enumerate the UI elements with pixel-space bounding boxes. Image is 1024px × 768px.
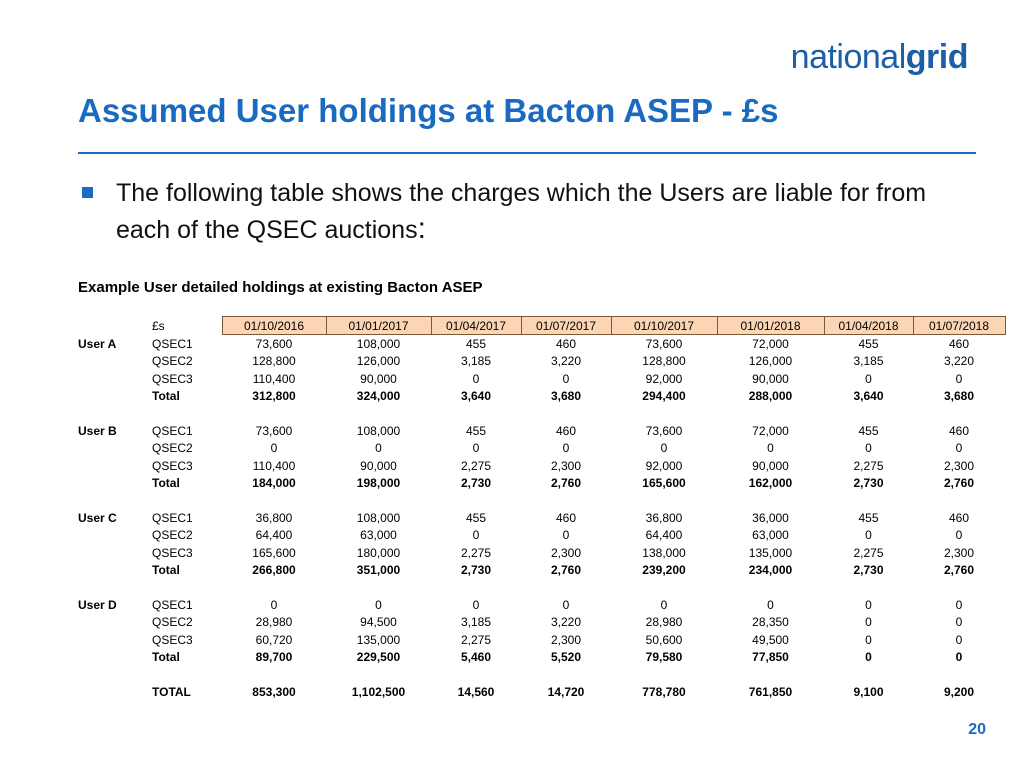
value-cell: 0 [955, 615, 963, 630]
value-cell: 0 [865, 615, 872, 630]
table-row [78, 457, 1005, 474]
user-name-cell [78, 388, 150, 405]
spacer-cell [521, 666, 611, 683]
value-cell: 108,000 [356, 510, 401, 525]
spacer-cell [913, 405, 1005, 422]
row-label-cell: QSEC2 [152, 441, 193, 456]
value-cell: 2,760 [943, 476, 975, 491]
row-label-cell: QSEC1 [152, 424, 193, 439]
value-cell: 0 [660, 597, 668, 612]
table-header-row [78, 317, 1005, 335]
user-name-cell [78, 475, 150, 492]
table-row [78, 370, 1005, 387]
spacer-cell [611, 579, 717, 596]
spacer-cell [326, 579, 431, 596]
value-cell: 64,400 [645, 528, 683, 543]
spacer-cell [222, 666, 326, 683]
grand-total-value-cell: 853,300 [252, 684, 296, 699]
row-label-cell: Total [152, 650, 180, 665]
value-cell: 455 [465, 424, 487, 439]
user-total-row [78, 648, 1005, 665]
value-cell: 64,400 [255, 528, 293, 543]
table-caption: Example User detailed holdings at existing Bacton ASEP [78, 279, 483, 296]
value-cell: 0 [865, 650, 872, 665]
user-name-cell [78, 353, 150, 370]
value-cell: 110,400 [252, 371, 296, 386]
value-cell: 294,400 [642, 389, 686, 404]
value-cell: 198,000 [356, 476, 401, 491]
spacer-row [78, 579, 1005, 596]
value-cell: 60,720 [255, 632, 293, 647]
header-date-cell: 01/01/2017 [326, 317, 431, 335]
value-cell: 0 [955, 650, 963, 665]
value-cell: 2,300 [550, 545, 582, 560]
value-cell: 0 [767, 441, 774, 456]
value-cell: 0 [270, 597, 278, 612]
slide-title: Assumed User holdings at Bacton ASEP - £s [78, 92, 779, 129]
value-cell: 63,000 [752, 528, 789, 543]
value-cell: 5,520 [550, 650, 582, 665]
value-cell: 0 [955, 528, 963, 543]
value-cell: 72,000 [752, 424, 789, 439]
spacer-cell [717, 579, 824, 596]
value-cell: 0 [562, 528, 570, 543]
row-label-cell: Total [152, 563, 180, 578]
value-cell: 460 [555, 337, 577, 352]
bullet-text [116, 176, 946, 248]
value-cell: 455 [858, 424, 879, 439]
value-cell: 3,680 [943, 389, 975, 404]
user-total-row [78, 475, 1005, 492]
header-date-cell: 01/07/2018 [913, 317, 1005, 335]
spacer-row [78, 666, 1005, 683]
spacer-cell [521, 579, 611, 596]
logo-text-grid: grid [905, 38, 968, 76]
header-empty-cell [78, 317, 150, 335]
spacer-cell [824, 666, 913, 683]
value-cell: 3,185 [460, 354, 492, 369]
user-name-cell [78, 544, 150, 561]
grand-total-empty-cell [78, 683, 150, 700]
value-cell: 3,640 [853, 389, 884, 404]
value-cell: 72,000 [752, 337, 789, 352]
header-date-cell: 01/10/2017 [611, 317, 717, 335]
value-cell: 2,730 [460, 563, 492, 578]
value-cell: 0 [472, 441, 480, 456]
row-label-cell: QSEC3 [152, 545, 193, 560]
value-cell: 0 [955, 371, 963, 386]
grand-total-value-cell: 1,102,500 [351, 684, 406, 699]
value-cell: 90,000 [752, 371, 789, 386]
value-cell: 2,760 [943, 563, 975, 578]
spacer-cell [326, 492, 431, 509]
value-cell: 73,600 [255, 337, 293, 352]
grand-total-value-cell: 14,720 [547, 684, 585, 699]
value-cell: 184,000 [252, 476, 296, 491]
value-cell: 3,220 [550, 354, 582, 369]
page-number: 20 [968, 721, 986, 738]
value-cell: 455 [465, 510, 487, 525]
table-row [78, 353, 1005, 370]
value-cell: 460 [948, 424, 970, 439]
value-cell: 90,000 [360, 371, 397, 386]
value-cell: 138,000 [642, 545, 686, 560]
spacer-cell [78, 666, 150, 683]
table-row [78, 509, 1005, 526]
table-row [78, 440, 1005, 457]
row-label-cell: QSEC1 [152, 510, 193, 525]
value-cell: 165,600 [252, 545, 296, 560]
table-row [78, 631, 1005, 648]
spacer-cell [78, 579, 150, 596]
value-cell: 288,000 [748, 389, 793, 404]
value-cell: 266,800 [252, 563, 296, 578]
grand-total-row [78, 683, 1005, 700]
spacer-cell [717, 666, 824, 683]
header-date-cell: 01/04/2017 [431, 317, 521, 335]
value-cell: 77,850 [752, 650, 789, 665]
value-cell: 2,730 [853, 476, 884, 491]
spacer-cell [913, 492, 1005, 509]
value-cell: 0 [562, 371, 570, 386]
value-cell: 2,730 [460, 476, 492, 491]
spacer-cell [611, 405, 717, 422]
value-cell: 5,460 [460, 650, 492, 665]
value-cell: 0 [865, 441, 872, 456]
table-row [78, 614, 1005, 631]
spacer-cell [824, 492, 913, 509]
value-cell: 28,350 [752, 615, 789, 630]
user-name-cell [78, 631, 150, 648]
value-cell: 2,760 [550, 476, 582, 491]
user-name-cell [78, 648, 150, 665]
value-cell: 3,185 [460, 615, 492, 630]
value-cell: 460 [948, 337, 970, 352]
row-label-cell: QSEC2 [152, 528, 193, 543]
value-cell: 73,600 [255, 424, 293, 439]
row-label-cell: Total [152, 476, 180, 491]
value-cell: 0 [955, 632, 963, 647]
value-cell: 3,680 [550, 389, 582, 404]
value-cell: 455 [858, 510, 879, 525]
row-label-cell: QSEC2 [152, 354, 193, 369]
spacer-cell [431, 405, 521, 422]
value-cell: 312,800 [252, 389, 296, 404]
value-cell: 73,600 [645, 424, 683, 439]
value-cell: 0 [472, 528, 480, 543]
value-cell: 0 [375, 441, 382, 456]
header-date-cell: 01/10/2016 [222, 317, 326, 335]
value-cell: 2,300 [943, 545, 975, 560]
spacer-row [78, 405, 1005, 422]
spacer-cell [326, 405, 431, 422]
header-date-cell: 01/07/2017 [521, 317, 611, 335]
row-label-cell: QSEC3 [152, 458, 193, 473]
user-name-cell [78, 440, 150, 457]
value-cell: 3,220 [550, 615, 582, 630]
user-name-cell [78, 561, 150, 578]
bullet-text-body: The following table shows the charges which the Users are liable for from each of the QSEC auctions [116, 179, 927, 244]
user-name-cell [78, 614, 150, 631]
value-cell: 2,300 [550, 458, 582, 473]
table-row [78, 335, 1005, 353]
value-cell: 324,000 [356, 389, 401, 404]
spacer-cell [717, 492, 824, 509]
value-cell: 0 [472, 597, 480, 612]
spacer-cell [611, 492, 717, 509]
value-cell: 73,600 [645, 337, 683, 352]
grand-total-value-cell: 9,200 [943, 684, 975, 699]
spacer-cell [521, 492, 611, 509]
value-cell: 0 [865, 632, 872, 647]
value-cell: 2,275 [853, 458, 884, 473]
value-cell: 0 [375, 597, 382, 612]
spacer-cell [78, 492, 150, 509]
value-cell: 63,000 [360, 528, 397, 543]
value-cell: 234,000 [748, 563, 793, 578]
spacer-cell [78, 405, 150, 422]
spacer-cell [431, 579, 521, 596]
spacer-cell [222, 492, 326, 509]
title-divider [78, 152, 976, 154]
value-cell: 455 [465, 337, 487, 352]
spacer-row [78, 492, 1005, 509]
value-cell: 239,200 [642, 563, 686, 578]
value-cell: 92,000 [645, 458, 683, 473]
holdings-table-body [78, 317, 1005, 701]
value-cell: 110,400 [252, 458, 296, 473]
value-cell: 455 [858, 337, 879, 352]
value-cell: 0 [955, 597, 963, 612]
value-cell: 0 [767, 597, 774, 612]
value-cell: 180,000 [356, 545, 401, 560]
table-row [78, 596, 1005, 613]
value-cell: 0 [865, 371, 872, 386]
logo-text-national: national [790, 38, 906, 76]
value-cell: 126,000 [356, 354, 401, 369]
spacer-cell [431, 492, 521, 509]
value-cell: 2,275 [460, 545, 492, 560]
spacer-cell [150, 405, 222, 422]
value-cell: 135,000 [356, 632, 401, 647]
row-label-cell: QSEC1 [152, 336, 193, 351]
value-cell: 0 [865, 528, 872, 543]
value-cell: 94,500 [360, 615, 397, 630]
value-cell: 3,220 [943, 354, 975, 369]
row-label-cell: QSEC3 [152, 632, 193, 647]
value-cell: 0 [562, 441, 570, 456]
value-cell: 128,800 [252, 354, 296, 369]
grand-total-value-cell: 761,850 [748, 684, 793, 699]
grand-total-value-cell: 14,560 [457, 684, 495, 699]
value-cell: 135,000 [748, 545, 793, 560]
spacer-cell [913, 579, 1005, 596]
value-cell: 2,275 [460, 632, 492, 647]
value-cell: 28,980 [645, 615, 683, 630]
value-cell: 2,300 [943, 458, 975, 473]
bullet-square-icon [82, 187, 93, 198]
user-name-cell: User D [78, 597, 117, 612]
value-cell: 0 [955, 441, 963, 456]
value-cell: 2,300 [550, 632, 582, 647]
spacer-cell [222, 579, 326, 596]
value-cell: 0 [660, 441, 668, 456]
row-label-cell: Total [152, 389, 180, 404]
user-total-row [78, 388, 1005, 405]
value-cell: 108,000 [356, 424, 401, 439]
value-cell: 128,800 [642, 354, 686, 369]
row-label-cell: QSEC1 [152, 597, 193, 612]
grand-total-value-cell: 778,780 [642, 684, 686, 699]
grand-total-value-cell: 9,100 [853, 684, 884, 699]
user-name-cell [78, 527, 150, 544]
spacer-cell [150, 666, 222, 683]
user-name-cell [78, 370, 150, 387]
spacer-cell [824, 579, 913, 596]
spacer-cell [913, 666, 1005, 683]
user-name-cell: User A [78, 336, 117, 351]
value-cell: 90,000 [752, 458, 789, 473]
value-cell: 3,185 [853, 354, 884, 369]
spacer-cell [326, 666, 431, 683]
spacer-cell [150, 579, 222, 596]
spacer-cell [431, 666, 521, 683]
value-cell: 49,500 [752, 632, 789, 647]
row-label-cell: QSEC2 [152, 615, 193, 630]
value-cell: 2,730 [853, 563, 884, 578]
value-cell: 0 [472, 371, 480, 386]
spacer-cell [150, 492, 222, 509]
user-name-cell: User B [78, 424, 117, 439]
value-cell: 0 [865, 597, 872, 612]
value-cell: 36,800 [255, 510, 293, 525]
bullet-text-colon: : [417, 212, 426, 245]
value-cell: 460 [948, 510, 970, 525]
value-cell: 0 [562, 597, 570, 612]
header-currency-label: £s [152, 318, 165, 333]
holdings-table [78, 316, 1006, 701]
spacer-cell [824, 405, 913, 422]
value-cell: 351,000 [356, 563, 401, 578]
value-cell: 2,760 [550, 563, 582, 578]
value-cell: 92,000 [645, 371, 683, 386]
value-cell: 0 [270, 441, 278, 456]
value-cell: 108,000 [356, 337, 401, 352]
row-label-cell: QSEC3 [152, 371, 193, 386]
value-cell: 28,980 [255, 615, 293, 630]
table-row [78, 422, 1005, 439]
user-total-row [78, 561, 1005, 578]
value-cell: 89,700 [255, 650, 293, 665]
value-cell: 229,500 [356, 650, 401, 665]
spacer-cell [521, 405, 611, 422]
header-date-cell: 01/04/2018 [824, 317, 913, 335]
national-grid-logo [791, 38, 968, 77]
user-name-cell [78, 457, 150, 474]
value-cell: 2,275 [460, 458, 492, 473]
value-cell: 460 [555, 510, 577, 525]
value-cell: 79,580 [645, 650, 683, 665]
grand-total-label: TOTAL [152, 684, 191, 699]
value-cell: 3,640 [460, 389, 492, 404]
user-name-cell: User C [78, 510, 117, 525]
value-cell: 126,000 [748, 354, 793, 369]
header-date-cell: 01/01/2018 [717, 317, 824, 335]
spacer-cell [717, 405, 824, 422]
table-row [78, 527, 1005, 544]
value-cell: 90,000 [360, 458, 397, 473]
value-cell: 36,000 [752, 510, 789, 525]
value-cell: 165,600 [642, 476, 686, 491]
value-cell: 2,275 [853, 545, 884, 560]
value-cell: 50,600 [645, 632, 683, 647]
value-cell: 36,800 [645, 510, 683, 525]
value-cell: 162,000 [748, 476, 793, 491]
spacer-cell [611, 666, 717, 683]
spacer-cell [222, 405, 326, 422]
table-row [78, 544, 1005, 561]
value-cell: 460 [555, 424, 577, 439]
